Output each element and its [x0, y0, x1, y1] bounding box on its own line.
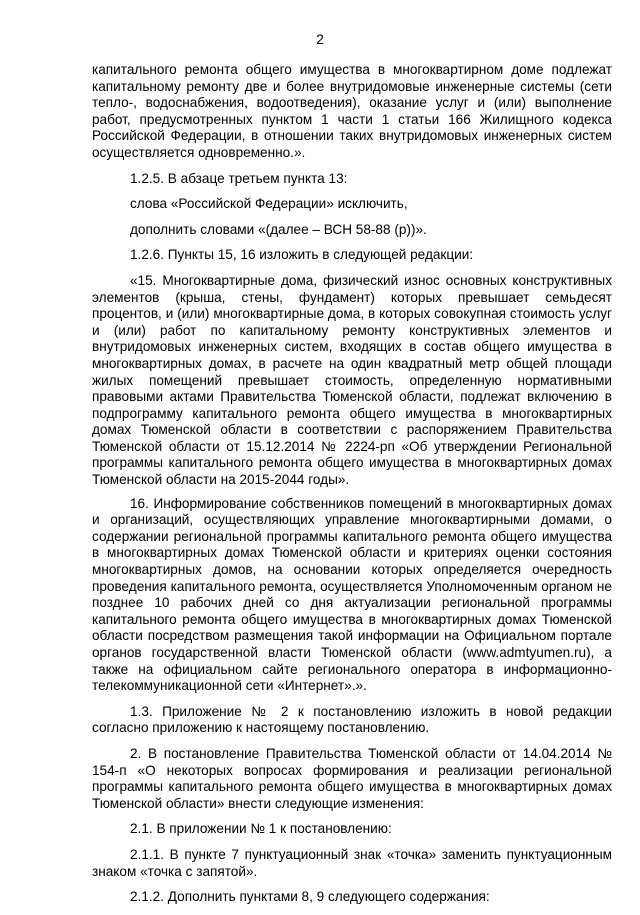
paragraph-1-3: 1.3. Приложение № 2 к постановлению изложить в новой редакции согласно приложению к настоящему постановлению.	[92, 703, 612, 736]
paragraph-2-1: 2.1. В приложении № 1 к постановлению:	[130, 821, 392, 837]
paragraph-2-1-1: 2.1.1. В пункте 7 пунктуационный знак «точка» заменить пунктуационным знаком «точка с запятой».	[92, 846, 612, 879]
paragraph-1-2-5: 1.2.5. В абзаце третьем пункта 13:	[130, 170, 348, 186]
paragraph-item-15: «15. Многоквартирные дома, физический износ основных конструктивных элементов (крыша, стены, фундамент) которых превышает семьдесят процентов, и (или) многоквартирные дома, в которых совокупная стоимость услуг и (или) работ по капитальному ремонту конструктивных элементов и внутридомовых инженерных систем, входящих в состав общего имущества в многоквартирных домах, в расчете на один квадратный метр общей площади жилых помещений превышает стоимость, определенную нормативными правовыми актами Правительства Тюменской области, подлежат включению в подпрограмму капитального ремонта общего имущества в многоквартирных домах Тюменской области в соответствии с распоряжением Правительства Тюменской области от 15.12.2014 № 2224-рп «Об утверждении Региональной программы капитального ремонта общего имущества в многоквартирных домах Тюменской области на 2015-2044 годы».	[92, 272, 612, 488]
paragraph-item-16: 16. Информирование собственников помещений в многоквартирных домах и организаций, осуществляющих управление многоквартирными домами, о содержании региональной программы капитального ремонта общего имущества в многоквартирных домах Тюменской области и критериях оценки состояния многоквартирных домов, на основании которых определяется очередность проведения капитального ремонта, осуществляется Уполномоченным органом не позднее 10 рабочих дней со дня актуализации региональной программы капитального ремонта общего имущества в многоквартирных домах Тюменской области посредством размещения такой информации на Официальном портале органов государственной власти Тюменской области (www.admtyumen.ru), а также на официальном сайте регионального оператора в информационно-телекоммуникационной сети «Интернет».».	[92, 495, 612, 694]
paragraph-add-words: дополнить словами «(далее – ВСН 58-88 (р))».	[130, 221, 427, 237]
paragraph-words-exclude: слова «Российской Федерации» исключить,	[130, 196, 408, 212]
document-body	[92, 62, 612, 915]
paragraph-1-2-6: 1.2.6. Пункты 15, 16 изложить в следующей редакции:	[130, 247, 474, 263]
paragraph-2-1-2: 2.1.2. Дополнить пунктами 8, 9 следующего содержания:	[130, 889, 490, 905]
page-number: 2	[316, 31, 324, 47]
paragraph-continuation: капитального ремонта общего имущества в многоквартирном доме подлежат капитальному ремонту две и более внутридомовые инженерные системы (сети тепло-, водоснабжения, водоотведения), оказание услуг и (или) выполнение работ, предусмотренных пунктом 1 части 1 статьи 166 Жилищного кодекса Российской Федерации, в отношении таких внутридомовых инженерных систем осуществляется одновременно.».	[92, 62, 612, 160]
paragraph-2: 2. В постановление Правительства Тюменской области от 14.04.2014 № 154-п «О некоторых вопросах формирования и реализации региональной программы капитального ремонта общего имущества в многоквартирных домах Тюменской области» внести следующие изменения:	[92, 745, 612, 811]
